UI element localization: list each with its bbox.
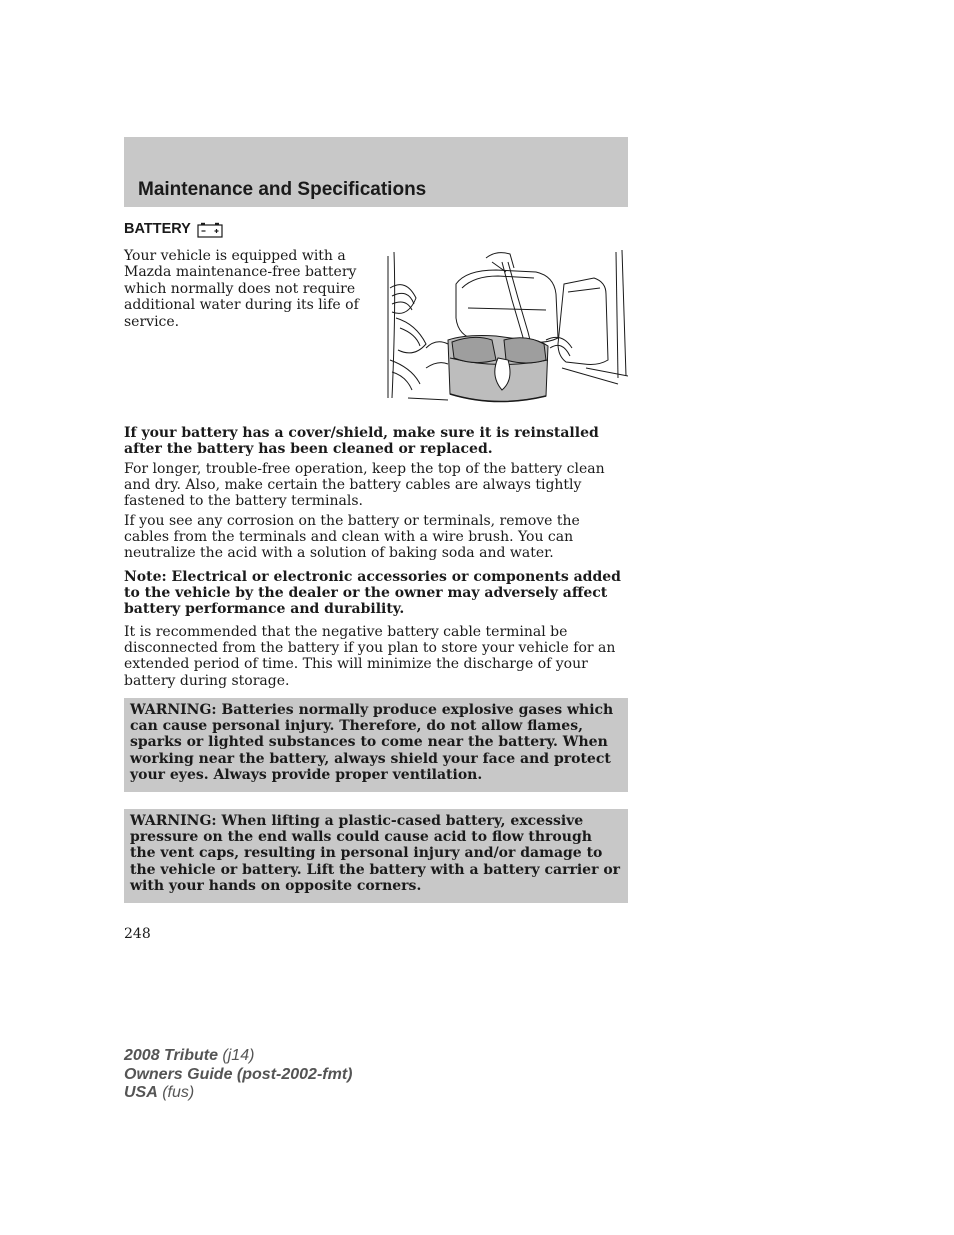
battery-heading <box>124 221 221 237</box>
warning-lifting-battery: WARNING: When lifting a plastic-cased battery, excessive pressure on the end walls could cause acid to flow through the vent caps, resulting in personal injury and/or damage to the vehicle or battery. Lift the battery with a battery carrier or with your hands on opposite corners. <box>124 809 628 903</box>
engine-compartment-battery-illustration <box>386 248 628 410</box>
corrosion-paragraph: If you see any corrosion on the battery or terminals, remove the cables from the terminals and clean with a wire brush. You can neutralize the acid with a solution of baking soda and water. <box>124 513 580 562</box>
section-title: Maintenance and Specifications <box>138 179 427 200</box>
footer-line-model: 2008 Tribute (j14) <box>124 1047 255 1064</box>
longer-operation-paragraph: For longer, trouble-free operation, keep the top of the battery clean and dry. Also, make certain the battery cables are always tightly fastened to the battery terminals. <box>124 461 605 510</box>
footer-line-market: USA (fus) <box>124 1084 195 1101</box>
footer-line-guide: Owners Guide (post-2002-fmt) <box>124 1065 353 1083</box>
page-number: 248 <box>124 926 151 942</box>
accessories-note: Note: Electrical or electronic accessories or components added to the vehicle by the dealer or the owner may adversely affect battery performance and durability. <box>124 569 621 618</box>
cover-shield-note: If your battery has a cover/shield, make sure it is reinstalled after the battery has been cleaned or replaced. <box>124 425 599 458</box>
document-footer <box>124 1047 352 1103</box>
battery-intro-text: Your vehicle is equipped with a Mazda maintenance-free battery which normally does not require additional water during its life of service. <box>124 248 359 330</box>
storage-paragraph: It is recommended that the negative battery cable terminal be disconnected from the battery if you plan to store your vehicle for an extended period of time. This will minimize the discharge of your battery during storage. <box>124 624 616 689</box>
warning-explosive-gases: WARNING: Batteries normally produce explosive gases which can cause personal injury. Therefore, do not allow flames, sparks or lighted substances to come near the battery. When working near the battery, always shield your face and protect your eyes. Always provide proper ventilation. <box>124 698 628 792</box>
battery-icon <box>197 222 221 236</box>
battery-heading-text: BATTERY <box>124 221 191 237</box>
section-header-band <box>124 137 628 207</box>
